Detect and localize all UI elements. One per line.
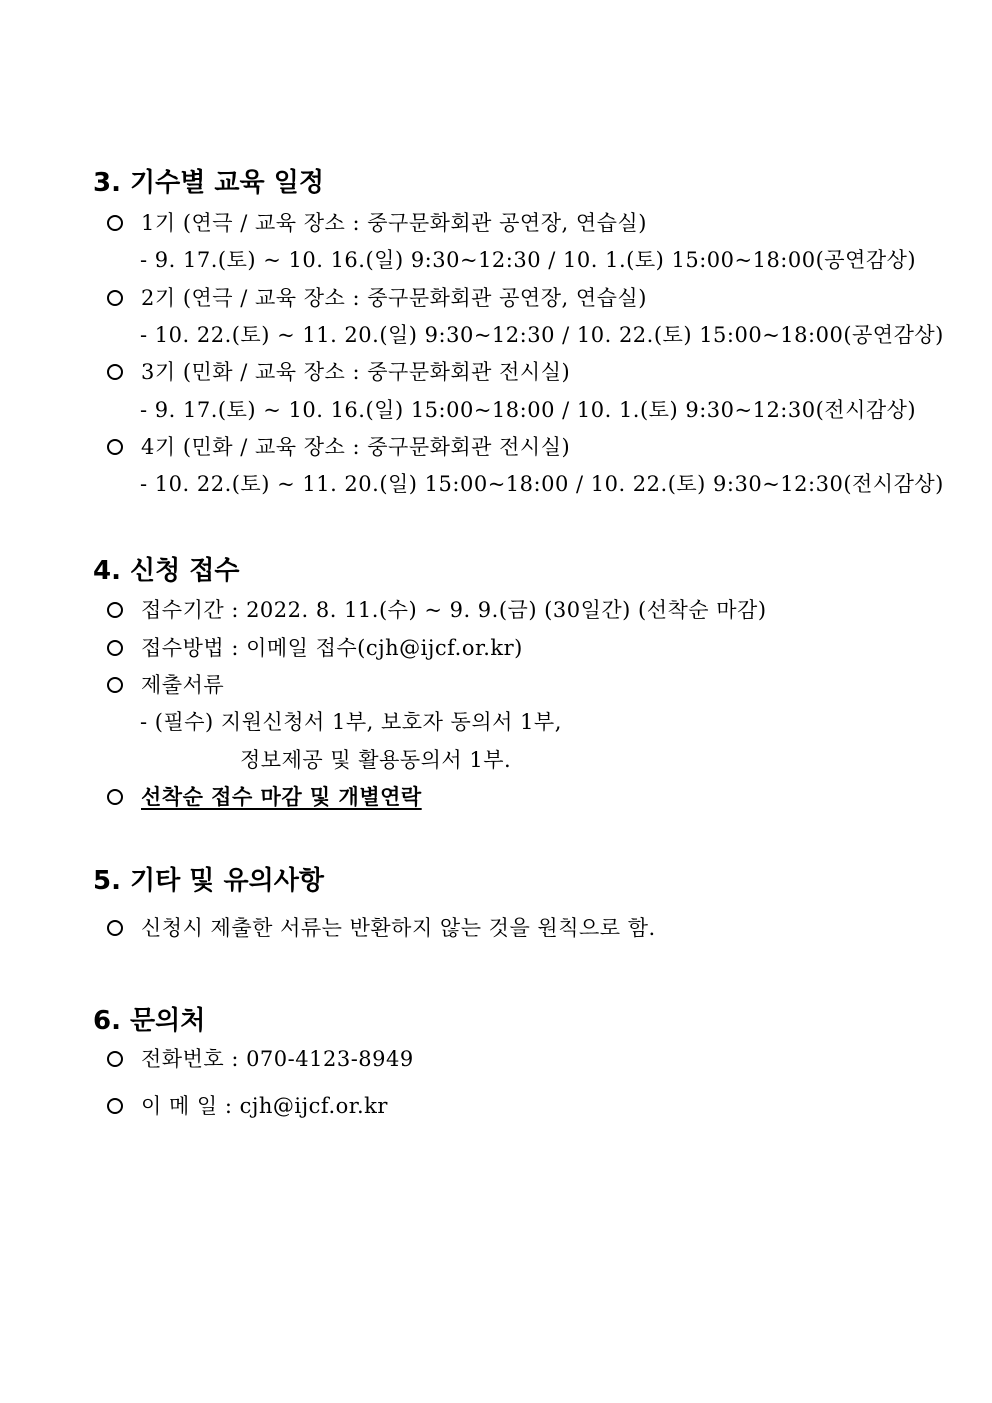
circle-bullet-icon [107,920,123,936]
application-method-text: 접수방법 : 이메일 접수(cjh@ijcf.or.kr) [141,636,523,660]
schedule-item-1-text: 1기 (연극 / 교육 장소 : 중구문화회관 공연장, 연습실) [141,211,647,235]
section-5-heading: 5. 기타 및 유의사항 [93,866,324,896]
section-3-heading: 3. 기수별 교육 일정 [93,168,324,198]
circle-bullet-icon [107,364,123,380]
schedule-item-2 [107,285,647,311]
notice-item-text: 신청시 제출한 서류는 반환하지 않는 것을 원칙으로 함. [141,916,656,940]
schedule-item-3 [107,359,570,385]
required-documents [107,672,224,698]
schedule-item-1 [107,210,647,236]
contact-phone-text: 전화번호 : 070-4123-8949 [141,1047,414,1071]
contact-phone [107,1046,414,1072]
application-period [107,597,767,623]
schedule-item-4-detail: - 10. 22.(토) ~ 11. 20.(일) 15:00~18:00 / 10. 22.(토) 9:30~12:30(전시감상) [140,472,944,496]
circle-bullet-icon [107,789,123,805]
circle-bullet-icon [107,290,123,306]
required-documents-detail: - (필수) 지원신청서 1부, 보호자 동의서 1부, [140,710,562,734]
application-period-text: 접수기간 : 2022. 8. 11.(수) ~ 9. 9.(금) (30일간) (선착순 마감) [141,598,767,622]
circle-bullet-icon [107,1051,123,1067]
schedule-item-3-text: 3기 (민화 / 교육 장소 : 중구문화회관 전시실) [141,360,571,384]
schedule-item-2-detail: - 10. 22.(토) ~ 11. 20.(일) 9:30~12:30 / 10. 22.(토) 15:00~18:00(공연감상) [140,323,944,347]
schedule-item-2-text: 2기 (연극 / 교육 장소 : 중구문화회관 공연장, 연습실) [141,286,647,310]
application-method [107,635,523,661]
circle-bullet-icon [107,602,123,618]
first-come-notice-text: 선착순 접수 마감 및 개별연락 [141,784,422,809]
schedule-item-3-detail: - 9. 17.(토) ~ 10. 16.(일) 15:00~18:00 / 10. 1.(토) 9:30~12:30(전시감상) [140,398,917,422]
circle-bullet-icon [107,439,123,455]
notice-item [107,915,656,941]
schedule-item-4-text: 4기 (민화 / 교육 장소 : 중구문화회관 전시실) [141,435,571,459]
circle-bullet-icon [107,640,123,656]
required-documents-text: 제출서류 [141,673,225,697]
schedule-item-4 [107,434,570,460]
circle-bullet-icon [107,215,123,231]
required-documents-detail-cont: 정보제공 및 활용동의서 1부. [240,748,512,772]
schedule-item-1-detail: - 9. 17.(토) ~ 10. 16.(일) 9:30~12:30 / 10. 1.(토) 15:00~18:00(공연감상) [140,248,917,272]
first-come-notice [107,784,422,810]
contact-email [107,1093,388,1119]
contact-email-text: 이 메 일 : cjh@ijcf.or.kr [141,1094,388,1118]
section-4-heading: 4. 신청 접수 [93,556,240,586]
section-6-heading: 6. 문의처 [93,1006,206,1036]
circle-bullet-icon [107,677,123,693]
circle-bullet-icon [107,1098,123,1114]
